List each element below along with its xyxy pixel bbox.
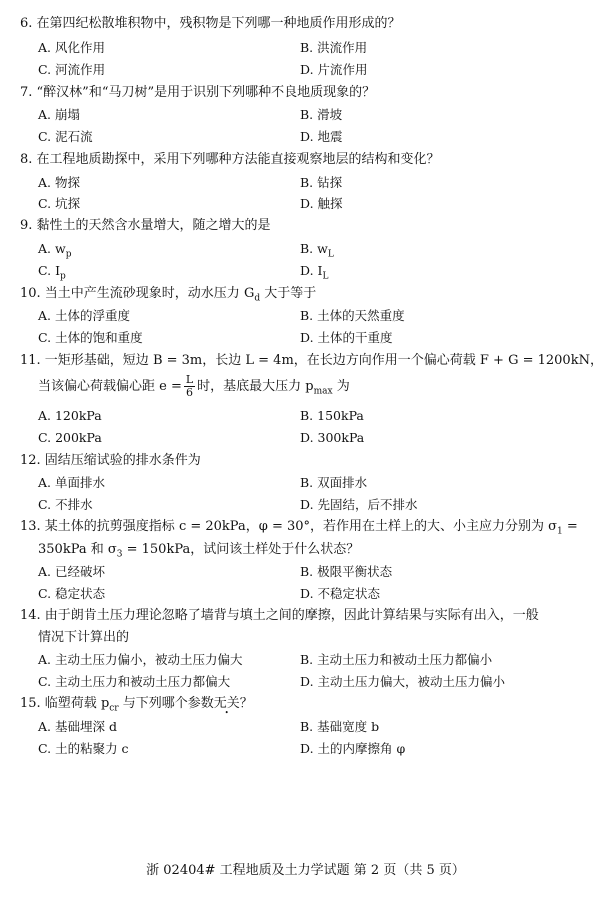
q8-option-d: D. 触探	[300, 196, 343, 211]
q8-option-a: A. 物探	[38, 175, 80, 190]
q9-option-a: A. $w_p$	[38, 241, 72, 260]
q8-option-b: B. 钻探	[300, 175, 343, 190]
question-12-stem: 12. 固结压缩试验的排水条件为	[20, 453, 201, 468]
q9-option-d: D. $I_L$	[300, 263, 329, 282]
q13-option-c: C. 稳定状态	[38, 586, 106, 601]
q6-option-b: B. 洪流作用	[300, 40, 368, 55]
q11-option-d: D. 300kPa	[300, 430, 365, 445]
q10-option-a: A. 土体的浮重度	[38, 308, 130, 323]
eccentricity-fraction: $\frac{L}{6}$	[185, 373, 194, 399]
question-7-stem: 7. “醉汉林”和“马刀树”是用于识别下列哪种不良地质现象的？	[20, 85, 376, 100]
q15-option-c: C. 土的粘聚力 c	[38, 741, 129, 756]
q11-option-b: B. 150kPa	[300, 408, 364, 423]
q14-option-a: A. 主动土压力偏小，被动土压力偏大	[38, 652, 243, 667]
q14-option-b: B. 主动土压力和被动土压力都偏小	[300, 652, 493, 667]
question-11-stem: 11. 一矩形基础，短边 B = 3m，长边 L = 4m，在长边方向作用一个偏心荷载 F + G = 1200kN，	[20, 353, 603, 368]
q6-option-d: D. 片流作用	[300, 62, 368, 77]
q14-option-d: D. 主动土压力偏大，被动土压力偏小	[300, 674, 506, 689]
q13-option-b: B. 极限平衡状态	[300, 564, 393, 579]
question-13-continuation: 350kPa 和 $\sigma_3 = 150kPa$，试问该土样处于什么状态？	[38, 542, 360, 560]
question-11-continuation: 当该偏心荷载偏心距 e = $\frac{L}{6}$ 时，基底最大压力 $p_{max}$ 为	[38, 373, 350, 399]
question-14-stem: 14. 由于朗肯土压力理论忽略了墙背与填土之间的摩擦，因此计算结果与实际有出入，一般	[20, 608, 539, 623]
question-8-stem: 8. 在工程地质勘探中，采用下列哪种方法能直接观察地层的结构和变化？	[20, 152, 440, 167]
question-14-continuation: 情况下计算出的	[38, 630, 130, 645]
q7-option-b: B. 滑坡	[300, 107, 343, 122]
page-footer: 浙 02404# 工程地质及土力学试题 第 2 页（共 5 页）	[146, 863, 465, 878]
q11-option-a: A. 120kPa	[38, 408, 102, 423]
q14-option-c: C. 主动土压力和被动土压力都偏大	[38, 674, 231, 689]
q6-option-a: A. 风化作用	[38, 40, 105, 55]
q7-option-c: C. 泥石流	[38, 129, 93, 144]
q13-option-d: D. 不稳定状态	[300, 586, 381, 601]
q10-option-c: C. 土体的饱和重度	[38, 330, 143, 345]
q9-option-c: C. $I_p$	[38, 263, 66, 282]
q12-option-d: D. 先固结，后不排水	[300, 497, 418, 512]
question-13-stem: 13. 某土体的抗剪强度指标 c = 20kPa，φ = 30°，若作用在土样上的大、小主应力分别为 $\sigma_1$ =	[20, 519, 578, 537]
q15-option-b: B. 基础宽度 b	[300, 719, 380, 734]
emphasis-dotted-text: 无关	[213, 696, 240, 711]
q6-option-c: C. 河流作用	[38, 62, 106, 77]
question-15-stem: 15. 临塑荷载 $p_{cr}$ 与下列哪个参数无关？	[20, 696, 253, 714]
q9-option-b: B. $w_L$	[300, 241, 334, 260]
q10-option-d: D. 土体的干重度	[300, 330, 393, 345]
q10-option-b: B. 土体的天然重度	[300, 308, 405, 323]
q13-option-a: A. 已经破坏	[38, 564, 105, 579]
q15-option-d: D. 土的内摩擦角 φ	[300, 741, 406, 756]
q11-option-c: C. 200kPa	[38, 430, 102, 445]
question-10-stem: 10. 当土中产生流砂现象时，动水压力 $G_d$ 大于等于	[20, 286, 317, 304]
q7-option-a: A. 崩塌	[38, 107, 80, 122]
q12-option-a: A. 单面排水	[38, 475, 105, 490]
q15-option-a: A. 基础埋深 d	[38, 719, 117, 734]
q7-option-d: D. 地震	[300, 129, 343, 144]
q12-option-b: B. 双面排水	[300, 475, 368, 490]
question-9-stem: 9. 黏性土的天然含水量增大，随之增大的是	[20, 218, 271, 233]
question-6-stem: 6. 在第四纪松散堆积物中，残积物是下列哪一种地质作用形成的？	[20, 16, 401, 31]
q8-option-c: C. 坑探	[38, 196, 81, 211]
q12-option-c: C. 不排水	[38, 497, 93, 512]
